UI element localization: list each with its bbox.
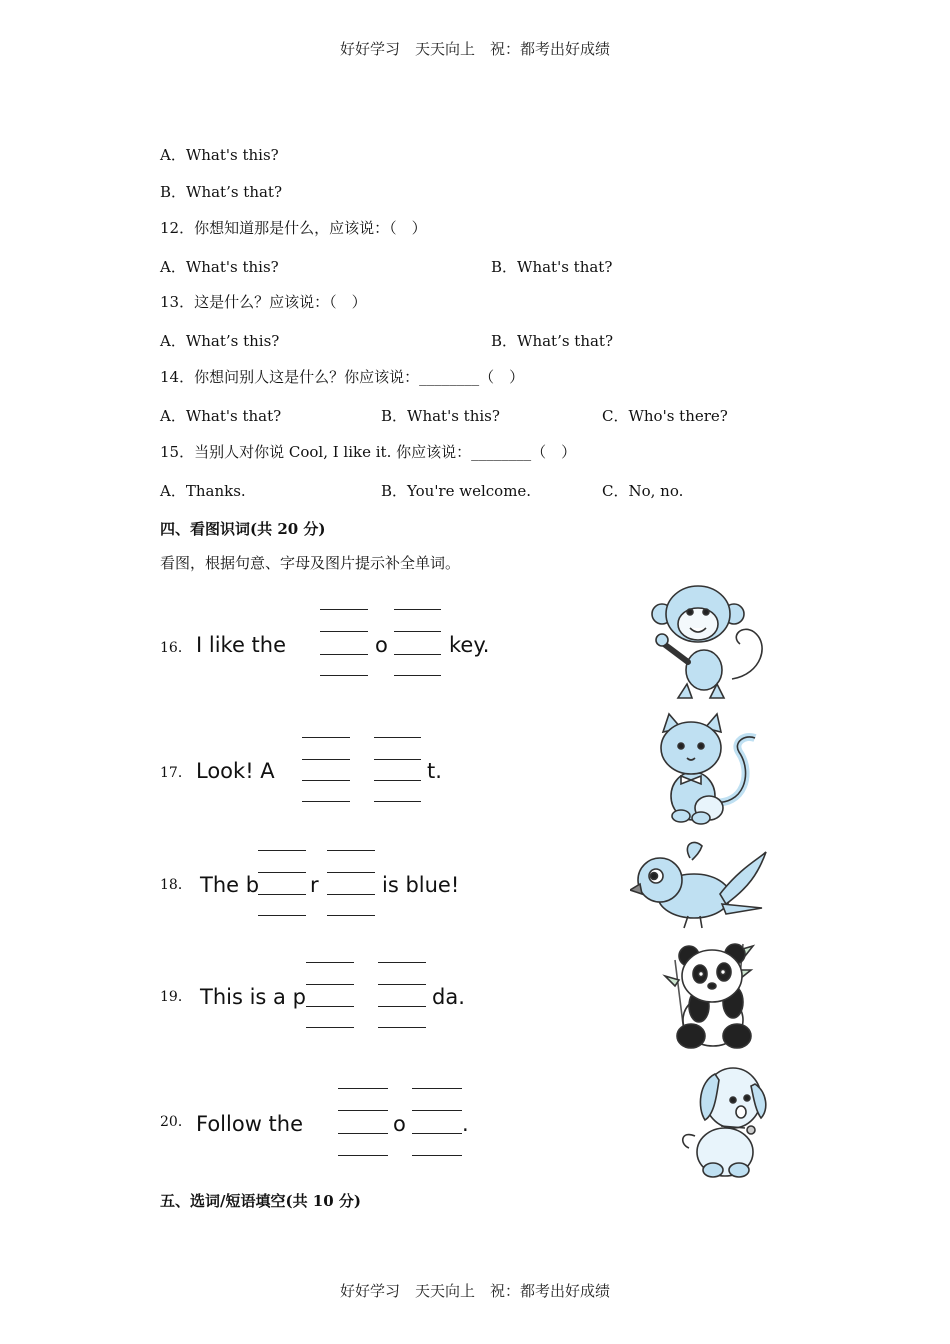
given-letter: o	[375, 633, 388, 657]
page-header: 好好学习 天天向上 祝：都考出好成绩	[339, 40, 610, 58]
answer-blank[interactable]	[412, 1133, 462, 1134]
page-footer: 好好学习 天天向上 祝：都考出好成绩	[339, 1282, 610, 1300]
question-number: 17．	[160, 765, 192, 781]
dog-picture	[675, 1064, 775, 1180]
writing-line	[412, 1088, 462, 1089]
answer-blank[interactable]	[320, 654, 368, 655]
writing-line	[394, 609, 441, 610]
answer-blank[interactable]	[258, 894, 306, 895]
writing-line	[327, 850, 375, 851]
q14-option-c: C．Who's there?	[602, 407, 728, 425]
sentence-end: is blue!	[382, 873, 460, 897]
q14-option-b: B．What's this?	[381, 407, 500, 425]
section5-title: 五、选词/短语填空(共 10 分)	[160, 1192, 361, 1210]
writing-line	[320, 675, 368, 676]
writing-line	[320, 609, 368, 610]
writing-line	[306, 984, 354, 985]
q15-stem: 15．当别人对你说 Cool, I like it. 你应该说：________（ ）	[160, 443, 577, 461]
question-number: 18．	[160, 877, 192, 893]
writing-line	[412, 1110, 462, 1111]
question-number: 16．	[160, 640, 192, 656]
answer-blank[interactable]	[327, 894, 375, 895]
sentence-end: da.	[432, 985, 465, 1009]
q14-option-a: A．What's that?	[160, 407, 282, 425]
given-letter: r	[310, 873, 319, 897]
given-letter: o	[393, 1112, 406, 1136]
q15-option-c: C．No, no.	[602, 482, 684, 500]
q11-option-a: A．What's this?	[160, 146, 279, 164]
writing-line	[374, 737, 421, 738]
sentence-start: Follow the	[196, 1112, 304, 1136]
sentence-end: key.	[449, 633, 490, 657]
q13-stem: 13．这是什么？应该说：（ ）	[160, 293, 367, 311]
writing-line	[338, 1088, 388, 1089]
answer-blank[interactable]	[394, 654, 441, 655]
writing-line	[327, 872, 375, 873]
writing-line	[258, 872, 306, 873]
q14-stem: 14．你想问别人这是什么？你应该说：________（ ）	[160, 368, 525, 386]
q11-option-b: B．What’s that?	[160, 183, 283, 201]
writing-line	[338, 1110, 388, 1111]
writing-line	[394, 675, 441, 676]
cat-picture	[645, 712, 765, 827]
q15-option-a: A．Thanks.	[160, 482, 246, 500]
bird-picture	[630, 838, 770, 930]
writing-line	[306, 1027, 354, 1028]
answer-blank[interactable]	[306, 1006, 354, 1007]
writing-line	[378, 984, 426, 985]
writing-line	[320, 631, 368, 632]
sentence-end: t.	[427, 759, 442, 783]
panda-picture	[655, 940, 765, 1052]
question-number: 20．	[160, 1114, 192, 1130]
writing-line	[378, 1027, 426, 1028]
writing-line	[258, 850, 306, 851]
writing-line	[302, 801, 350, 802]
q13-option-a: A．What’s this?	[160, 332, 280, 350]
q15-option-b: B．You're welcome.	[381, 482, 532, 500]
sentence-start: I like the	[196, 633, 287, 657]
sentence-start: Look! A	[196, 759, 275, 783]
q12-stem: 12．你想知道那是什么，应该说：（ ）	[160, 219, 427, 237]
answer-blank[interactable]	[338, 1133, 388, 1134]
writing-line	[378, 962, 426, 963]
writing-line	[374, 801, 421, 802]
writing-line	[306, 962, 354, 963]
sentence-start: This is a p	[200, 985, 306, 1009]
answer-blank[interactable]	[374, 780, 421, 781]
writing-line	[338, 1155, 388, 1156]
writing-line	[302, 737, 350, 738]
writing-line	[394, 631, 441, 632]
writing-line	[302, 759, 350, 760]
answer-blank[interactable]	[302, 780, 350, 781]
section4-instruction: 看图，根据句意、字母及图片提示补全单词。	[160, 554, 461, 572]
sentence-end: .	[462, 1112, 469, 1136]
monkey-picture	[632, 584, 772, 704]
q12-option-b: B．What's that?	[491, 258, 613, 276]
q13-option-b: B．What’s that?	[491, 332, 614, 350]
section4-title: 四、看图识词(共 20 分)	[160, 520, 326, 538]
writing-line	[327, 915, 375, 916]
sentence-start: The b	[200, 873, 260, 897]
answer-blank[interactable]	[378, 1006, 426, 1007]
writing-line	[258, 915, 306, 916]
q12-option-a: A．What's this?	[160, 258, 279, 276]
writing-line	[412, 1155, 462, 1156]
writing-line	[374, 759, 421, 760]
question-number: 19．	[160, 989, 192, 1005]
